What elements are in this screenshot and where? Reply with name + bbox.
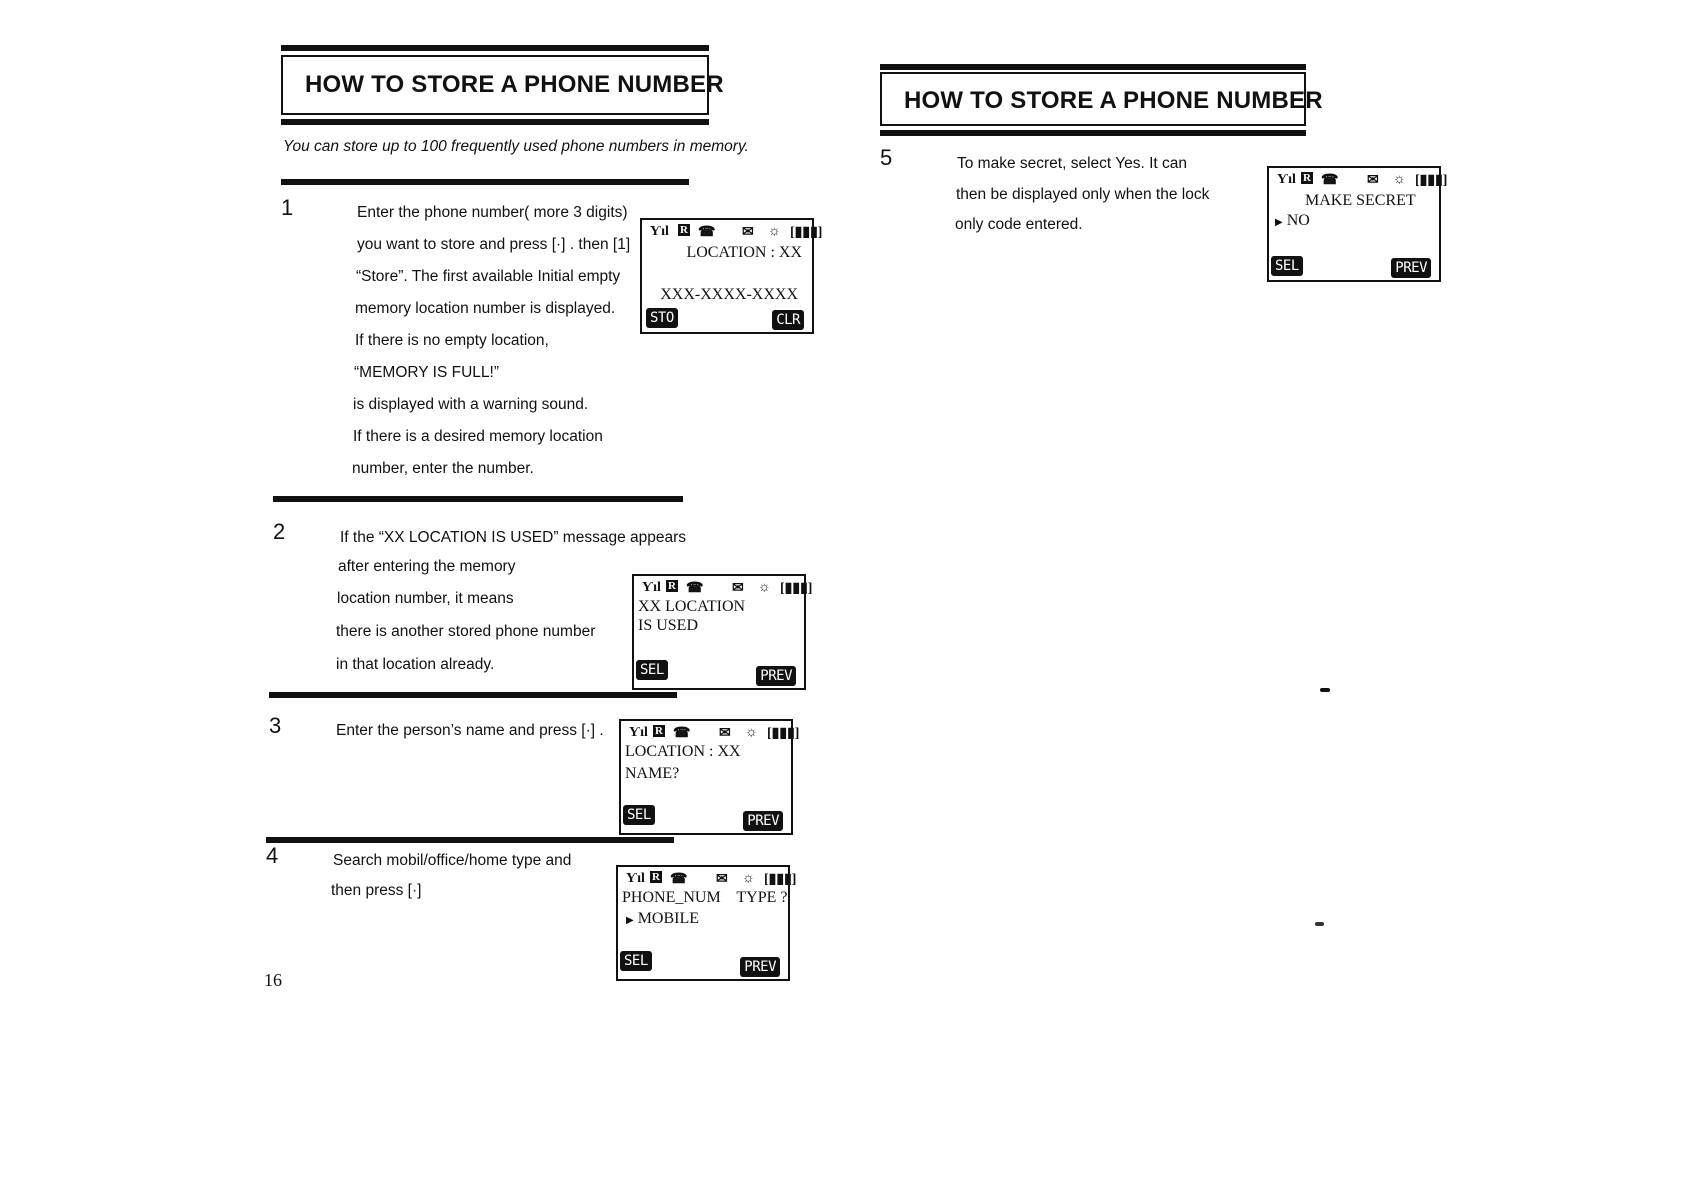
step-text: Enter the person’s name and press [·] . [336,722,604,739]
page-title: HOW TO STORE A PHONE NUMBER [305,71,724,98]
step-text: then be displayed only when the lock [956,186,1210,203]
scan-speck [1315,922,1324,926]
page-title: HOW TO STORE A PHONE NUMBER [904,87,1323,114]
phone-icon: ☎ [1321,173,1339,188]
step-text: Enter the phone number( more 3 digits) [357,204,628,221]
screen-line-2: NAME? [625,765,680,782]
right-softkey: PREV [1391,258,1431,278]
alarm-icon: ☼ [742,871,755,886]
phone-screen-5 [1267,166,1448,282]
right-softkey: CLR [772,310,804,330]
phone-icon: ☎ [670,872,688,887]
roaming-icon: R [652,871,660,883]
right-softkey: PREV [743,811,783,831]
message-icon: ✉ [742,225,754,240]
right-softkey: PREV [756,666,796,686]
step-text: “Store”. The first available Initial empty [356,268,621,285]
left-title-box [281,55,724,115]
status-bar [648,224,823,242]
status-bar [627,725,800,743]
phone-screen-1 [640,218,823,334]
step-text: If there is no empty location, [355,332,549,349]
step-text: there is another stored phone number [336,623,596,640]
alarm-icon: ☼ [1393,172,1406,187]
left-softkey: SEL [620,951,652,971]
battery-icon: [▮▮▮] [780,581,813,596]
screen-line-2 [1275,212,1310,230]
step-text: after entering the memory [338,558,516,575]
left-softkey: SEL [1271,256,1303,276]
intro-text: You can store up to 100 frequently used phone numbers in memory. [283,138,749,155]
screen-line-2-text: NO [1286,212,1310,229]
battery-icon: [▮▮▮] [764,872,797,887]
battery-icon: [▮▮▮] [790,225,823,240]
screen-line-1: MAKE SECRET [1305,192,1416,209]
left-softkey: SEL [636,660,668,680]
divider [269,692,677,698]
roaming-icon: R [1303,172,1311,184]
step-text: is displayed with a warning sound. [353,396,589,413]
phone-icon: ☎ [686,581,704,596]
divider [266,837,674,843]
phone-screen-2 [632,574,813,690]
battery-icon: [▮▮▮] [1415,173,1448,188]
step-text: If there is a desired memory location [353,428,603,445]
alarm-icon: ☼ [768,224,781,239]
step-text: “MEMORY IS FULL!” [354,364,499,381]
step-number: 1 [281,195,294,220]
status-bar [624,871,797,889]
signal-icon: Ƴıl [629,725,648,740]
left-softkey: SEL [623,805,655,825]
screen-line-1: LOCATION : XX [625,743,741,760]
divider [273,496,683,502]
phone-icon: ☎ [673,726,691,741]
step-number: 2 [273,519,286,544]
signal-icon: Ƴıl [642,580,661,595]
phone-screen-3 [619,719,800,835]
step-text: memory location number is displayed. [355,300,616,317]
roaming-icon: R [668,580,676,592]
status-bar [640,580,813,598]
phone-screen-4 [616,865,797,981]
roaming-icon: R [655,725,663,737]
phone-icon: ☎ [698,225,716,240]
screen-line-2: IS USED [638,617,699,634]
step-number: 3 [269,713,282,738]
roaming-icon: R [680,224,688,236]
message-icon: ✉ [1367,173,1379,188]
screen-line-2: XXX-XXXX-XXXX [660,286,798,303]
screen-line-1: LOCATION : XX [686,244,802,261]
scan-speck [1320,688,1330,692]
message-icon: ✉ [732,581,744,596]
divider [281,179,689,185]
step-text: To make secret, select Yes. It can [957,155,1188,172]
step-text: number, enter the number. [352,460,534,477]
alarm-icon: ☼ [745,725,758,740]
page-number: 16 [264,970,282,990]
message-icon: ✉ [716,872,728,887]
step-text: you want to store and press [·] . then [1] [357,236,631,253]
battery-icon: [▮▮▮] [767,726,800,741]
right-softkey: PREV [740,957,780,977]
signal-icon: Ƴıl [1277,172,1296,187]
step-text: then press [·] [331,882,422,899]
selector-arrow-icon: ▶ [626,915,634,926]
step-text: only code entered. [955,216,1083,233]
step-text: location number, it means [337,590,514,607]
step-text: Search mobil/office/home type and [333,852,572,869]
screen-line-1: PHONE_NUM TYPE ? [622,889,788,906]
step-text: If the “XX LOCATION IS USED” message appears [340,529,687,546]
step-number: 5 [880,145,893,170]
step-text: in that location already. [336,656,495,673]
right-title-box [880,72,1323,126]
step-number: 4 [266,843,279,868]
left-softkey: STO [646,308,678,328]
screen-line-2 [626,910,699,928]
selector-arrow-icon: ▶ [1275,217,1283,228]
signal-icon: Ƴıl [626,871,645,886]
signal-icon: Ƴıl [650,224,669,239]
screen-line-1: XX LOCATION [638,598,746,615]
message-icon: ✉ [719,726,731,741]
status-bar [1275,172,1448,190]
alarm-icon: ☼ [758,580,771,595]
screen-line-2-text: MOBILE [637,910,700,927]
